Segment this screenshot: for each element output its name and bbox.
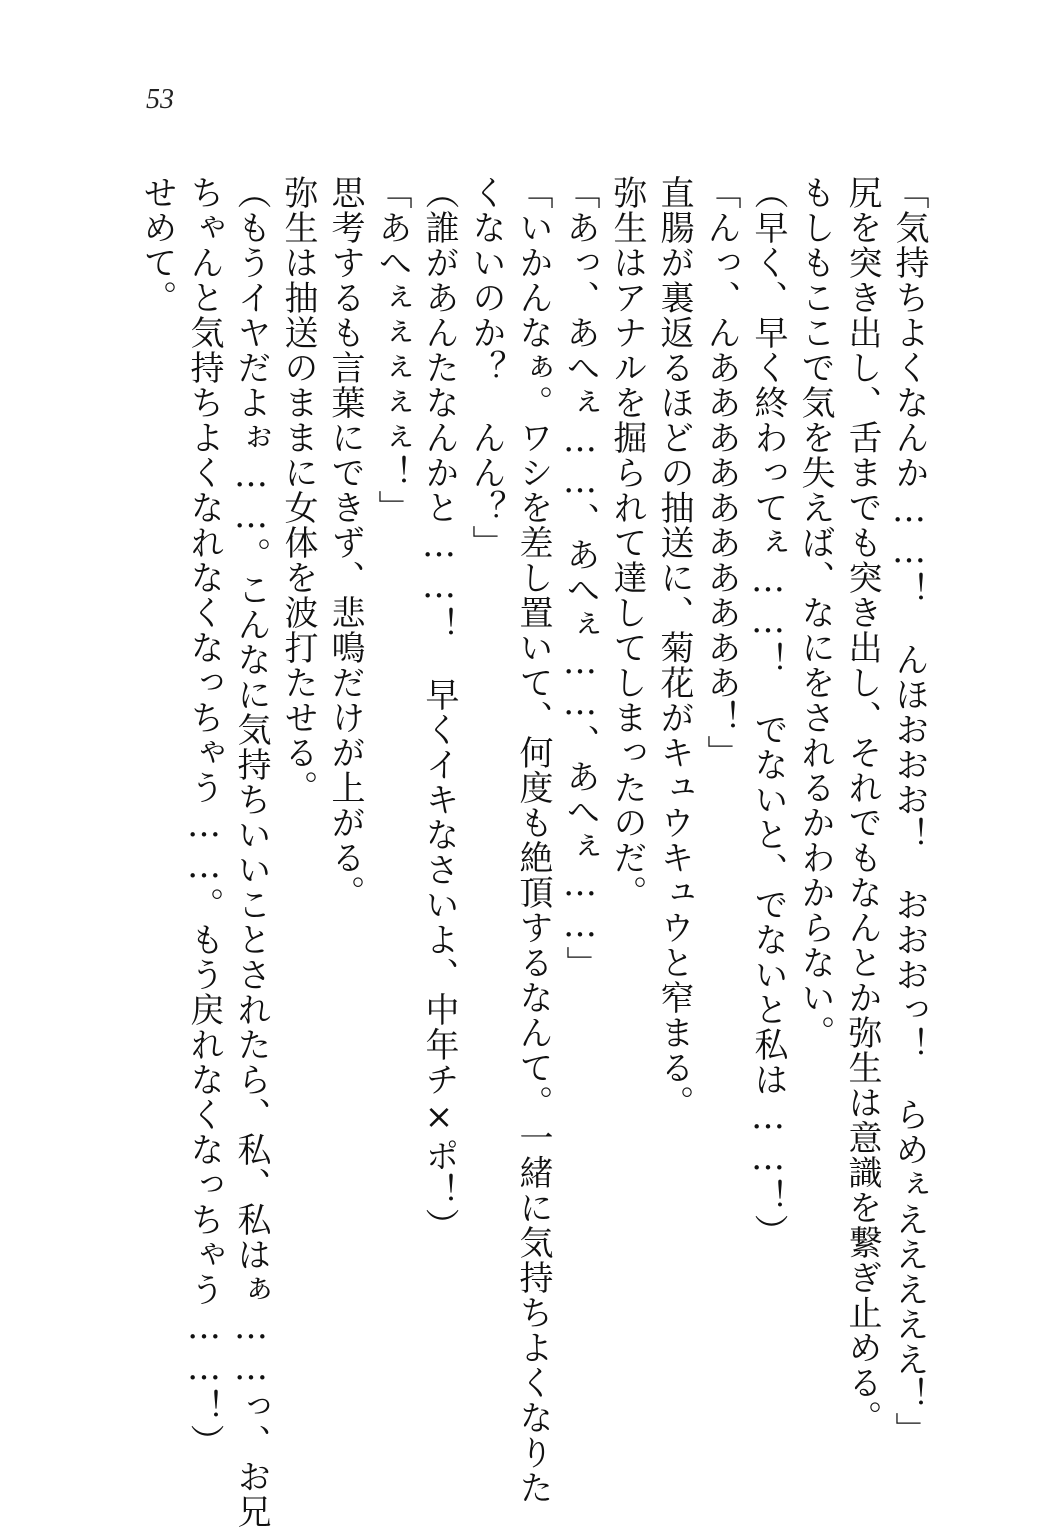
text-line: 「あへぇぇぇぇぇ！」 (372, 175, 412, 525)
vertical-text-block (133, 175, 932, 1529)
text-line: 「いかんなぁ。ワシを差し置いて、何度も絶頂するなんて。一緒に気持ちよくなりた (513, 175, 553, 1505)
text-line: 直腸が裏返るほどの抽送に、菊花がキュウキュウと窄まる。 (654, 175, 694, 1120)
text-line: せめて。 (137, 175, 177, 315)
text-line: もしもここで気を失えば、なにをされるかわからない。 (795, 175, 835, 1050)
text-line: 弥生はアナルを掘られて達してしまったのだ。 (607, 175, 647, 910)
text-line: （誰があんたなんかと……！ 早くイキなさいよ、中年チ×ポ！） (419, 175, 459, 1243)
text-line: 「あっ、あへぇ……、あへぇ……、あへぇ……」 (560, 175, 600, 981)
text-line: 「気持ちよくなんか……！ んほおおお！ おおおっ！ らめぇえええええ！」 (889, 175, 929, 1447)
text-line: （早く、早く終わってぇ……！ でないと、でないと私は……！） (748, 175, 788, 1249)
text-line: 「んっ、んああああああああああ！」 (701, 175, 741, 770)
text-line: ちゃんと気持ちよくなれなくなっちゃう……。もう戻れなくなっちゃう……！） (184, 175, 224, 1459)
text-line: くないのか？ んん？」 (466, 175, 506, 560)
text-line: 弥生は抽送のままに女体を波打たせる。 (278, 175, 318, 805)
page-number: 53 (146, 84, 174, 115)
text-line: 思考するも言葉にできず、悲鳴だけが上がる。 (325, 175, 365, 910)
text-line: （もうイヤだよぉ……。こんなに気持ちいいことされたら、私、私はぁ……っ、お兄 (231, 175, 271, 1529)
text-line: 尻を突き出し、舌までも突き出し、それでもなんとか弥生は意識を繋ぎ止める。 (842, 175, 882, 1435)
